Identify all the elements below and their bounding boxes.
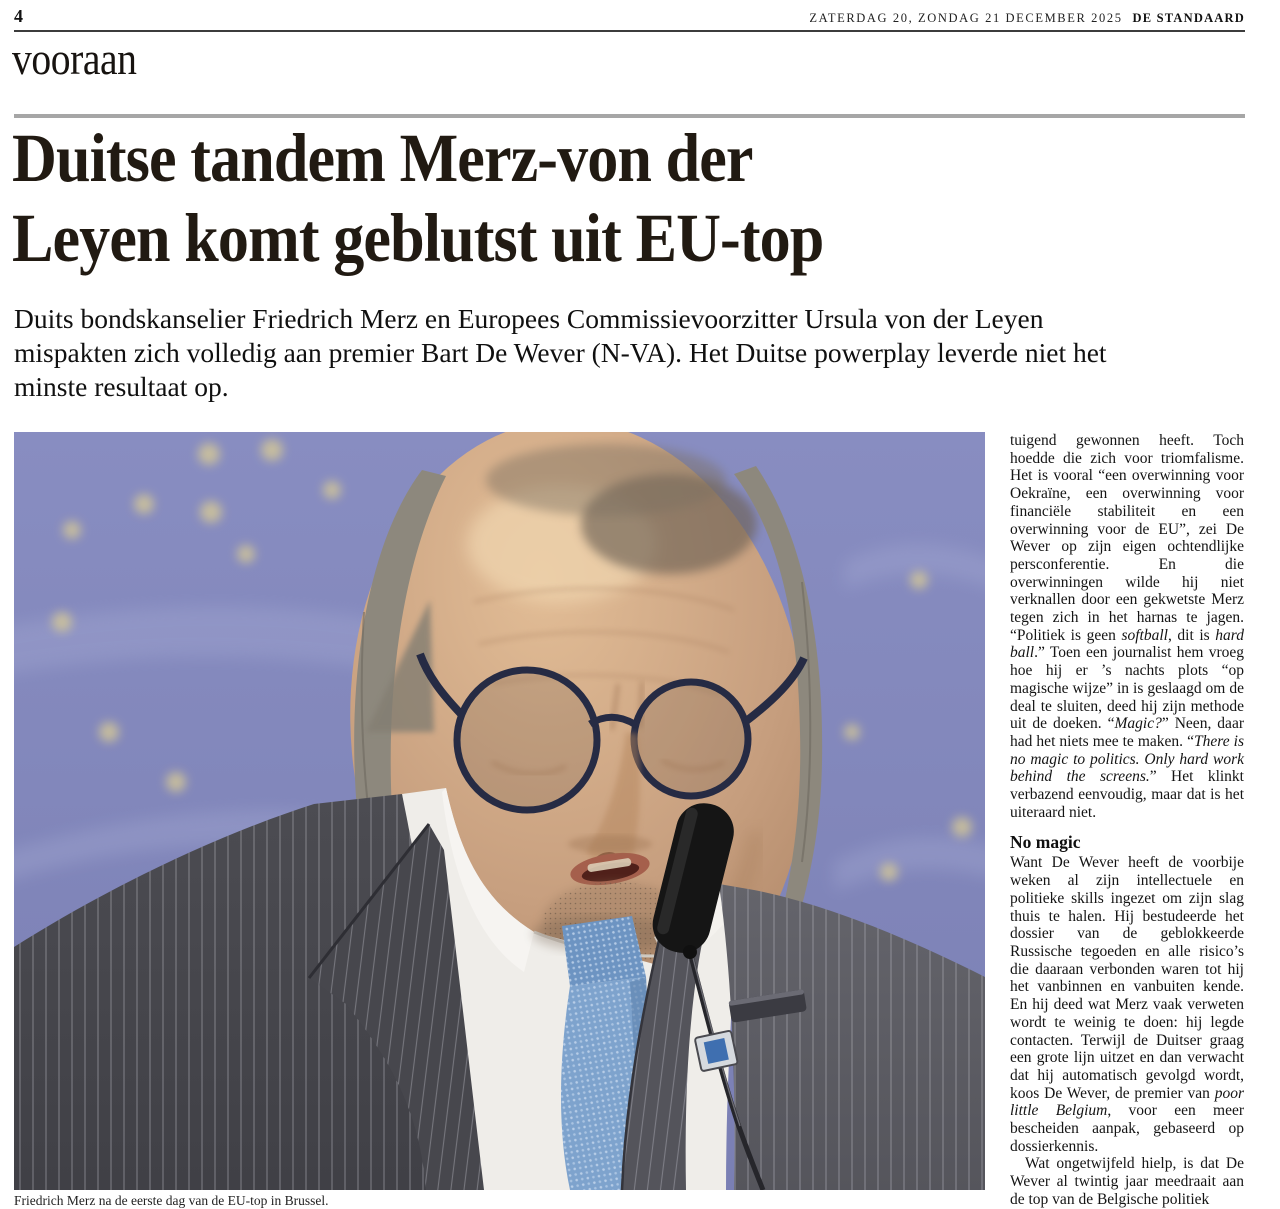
section-title: vooraan <box>12 34 137 84</box>
article-paragraph-continued: tuigend gewonnen heeft. Toch hoedde die zich voor triomfalisme. Het is vooral “een overwinning voor Oekraïne, een overwinning voor financiële stabiliteit en een overwinning voor de EU”, zei De Wever op zijn eigen ochtendlijke persconferentie. En die overwinningen wilde hij niet verknallen door een gekwetste Merz tegen zich in het harnas te jagen. “Politiek is geen softball, dit is hard ball.” Toen een journalist hem vroeg hoe hij er ’s nachts plots “op magische wijze” in is geslaagd om de deal te sluiten, deed hij zijn methode uit de doeken. “Magic?” Neen, daar had het niets mee te maken. “There is no magic to politics. Only hard work behind the screens.” Het klinkt verbazend eenvoudig, maar dat is het uiteraard niet. <box>1010 432 1245 821</box>
dateline: ZATERDAG 20, ZONDAG 21 DECEMBER 2025 <box>809 11 1123 25</box>
brand-name: DE STANDAARD <box>1132 11 1245 25</box>
article-headline <box>12 118 823 278</box>
eu-lapel-pin <box>695 1030 738 1071</box>
article-lede: Duits bondskanselier Friedrich Merz en Europees Commissievoorzitter Ursula von der Leyen mispakten zich volledig aan premier Bart De Wever (N-VA). Het Duitse powerplay leverde niet het minste resultaat op. <box>14 303 1107 402</box>
article-paragraph: Want De Wever heeft de voorbije weken al zijn intellectuele en politieke skills ingezet om zijn slag thuis te halen. Hij bestudeerde het dossier van de geblokkeerde Russische tegoeden en alle risico’s die daaraan verbonden waren tot hij het vanbinnen en vanbuiten kende. En hij deed wat Merz vaak verweten wordt te weinig te doen: hij legde contacten. Terwijl de Duitser graag een grote lijn uitzet en dan verwacht dat hij automatisch gevolgd wordt, koos De Wever, de premier van poor little Belgium, voor een meer bescheiden aanpak, gebaseerd op dossierkennis. <box>1010 854 1244 1155</box>
headline-line-2: Leyen komt geblutst uit EU-top <box>12 200 824 276</box>
photo-illustration <box>14 432 985 1190</box>
photo-caption: Friedrich Merz na de eerste dag van de EU-top in Brussel. <box>14 1193 329 1208</box>
header-rule <box>14 30 1245 32</box>
page-header <box>809 11 1245 26</box>
article-subhead: No magic <box>1010 832 1081 853</box>
article-column <box>1010 432 1244 1209</box>
article-photo <box>14 432 985 1190</box>
article-paragraph: Wat ongetwijfeld hielp, is dat De Wever al twintig jaar meedraait aan de top van de Belgische politiek <box>1010 1155 1244 1208</box>
headline-line-1: Duitse tandem Merz-von der <box>12 120 753 196</box>
page-number: 4 <box>14 6 23 26</box>
